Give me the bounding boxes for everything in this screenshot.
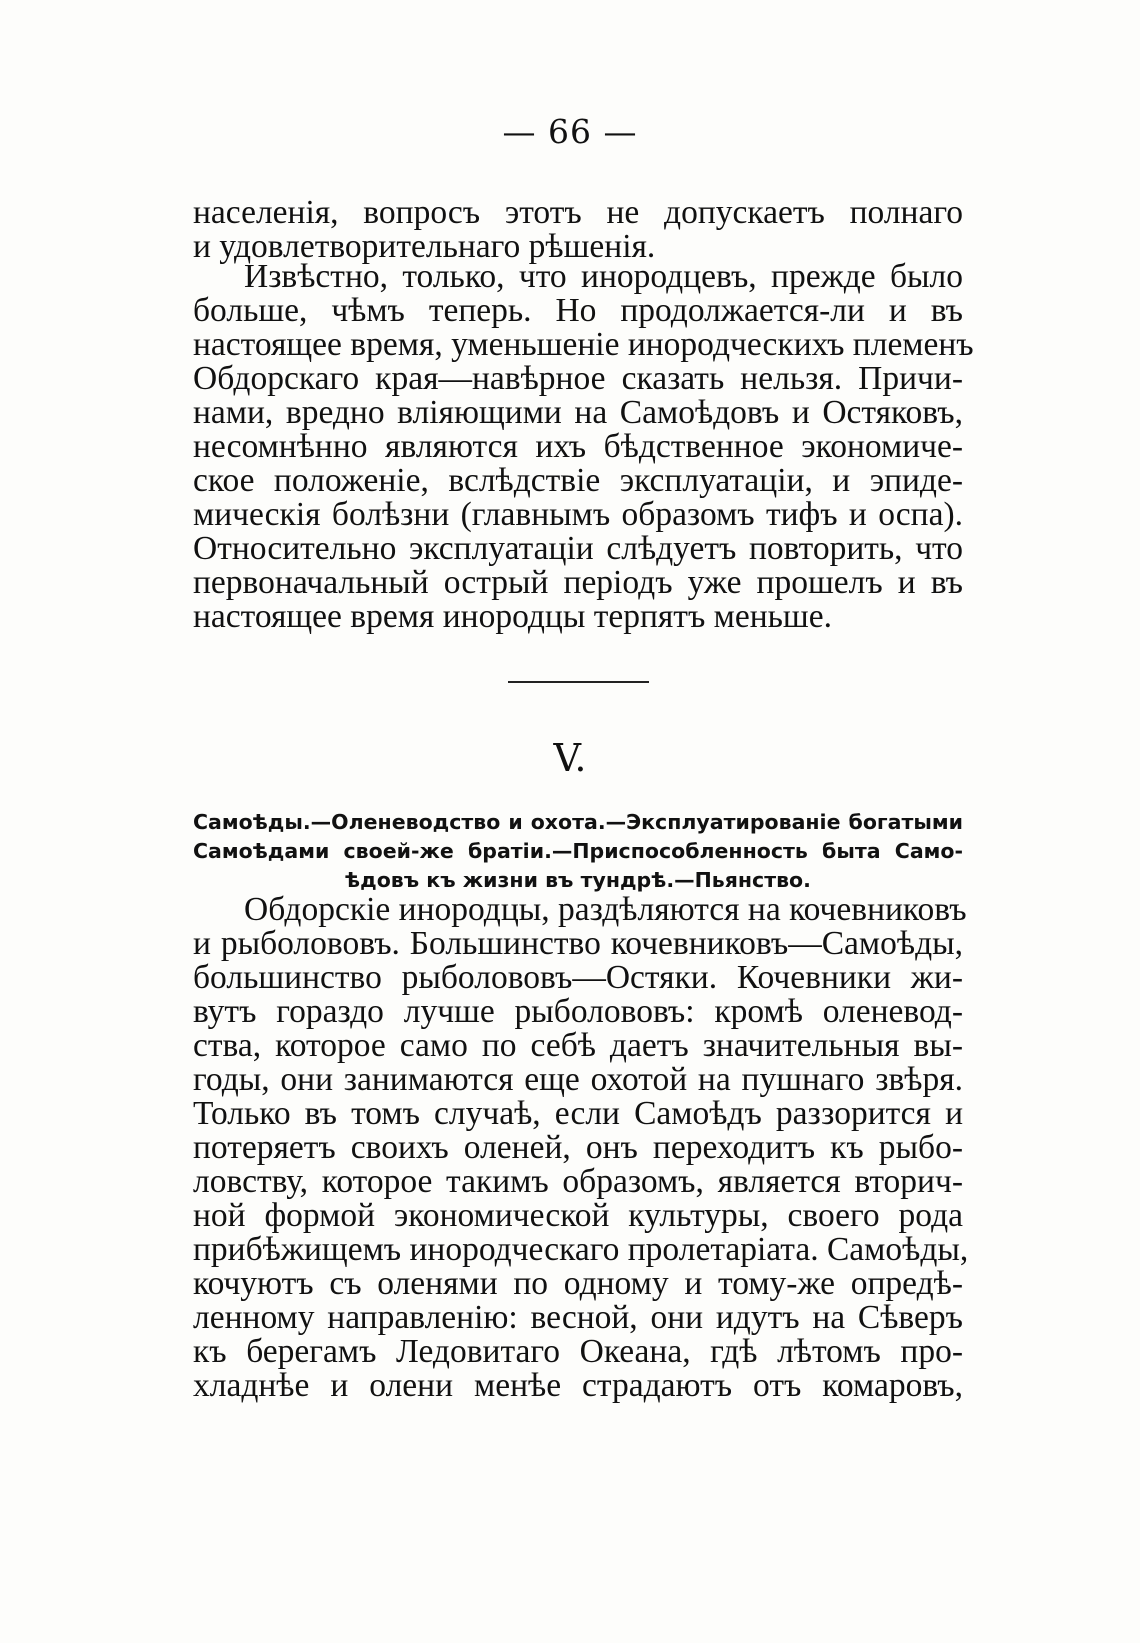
text-line: хладнѣе и олени менѣе страдаютъ отъ комаровъ, [193, 1367, 963, 1404]
page-number: — 66 — [502, 112, 638, 151]
text-line: годы, они занимаются еще охотой на пушнаго звѣря. [193, 1061, 963, 1098]
section-numeral: V. [553, 736, 587, 780]
text-line: нами, вредно вліяющими на Самоѣдовъ и Остяковъ, [193, 394, 963, 431]
text-line: несомнѣнно являются ихъ бѣдственное экономиче- [193, 428, 963, 465]
text-line: мическія болѣзни (главнымъ образомъ тифъ и оспа). [193, 496, 963, 533]
text-line: Относительно эксплуатаціи слѣдуетъ повторить, что [193, 530, 963, 567]
text-line: и рыболововъ. Большинство кочевниковъ—Самоѣды, [193, 925, 963, 962]
text-line: ной формой экономической культуры, своего рода [193, 1197, 963, 1234]
text-line: Обдорскаго края—навѣрное сказать нельзя. Причи- [193, 360, 963, 397]
section-subtitle [193, 808, 963, 895]
text-line: настоящее время инородцы терпятъ меньше. [193, 598, 832, 635]
text-line: большинство рыболововъ—Остяки. Кочевники жи- [193, 959, 963, 996]
text-line: ловству, которое такимъ образомъ, является вторич- [193, 1163, 963, 1200]
text-line: къ берегамъ Ледовитаго Океана, гдѣ лѣтомъ про- [193, 1333, 963, 1370]
text-line: потеряетъ своихъ оленей, онъ переходитъ къ рыбо- [193, 1129, 963, 1166]
text-line: кочуютъ съ оленями по одному и тому-же опредѣ- [193, 1265, 963, 1302]
text-line: Обдорскіе инородцы, раздѣляются на кочевниковъ [244, 891, 967, 928]
section-divider [508, 681, 649, 683]
paragraph [193, 258, 974, 635]
subtitle-line: ѣдовъ къ жизни въ тундрѣ.—Пьянство. [345, 868, 811, 892]
text-line: больше, чѣмъ теперь. Но продолжается-ли и въ [193, 292, 963, 329]
text-line: ское положеніе, вслѣдствіе эксплуатаціи, и эпиде- [193, 462, 963, 499]
text-line: Только въ томъ случаѣ, если Самоѣдъ раззорится и [193, 1095, 963, 1132]
paragraph-continuation [193, 196, 963, 264]
text-line: вутъ гораздо лучше рыболововъ: кромѣ оленевод- [193, 993, 963, 1030]
text-line: и удовлетворительнаго рѣшенія. [193, 228, 656, 265]
text-line: населенія, вопросъ этотъ не допускаетъ полнаго [193, 194, 963, 231]
text-line: первоначальный острый періодъ уже прошелъ и въ [193, 564, 963, 601]
paragraph [193, 891, 969, 1404]
text-line: ленному направленію: весной, они идутъ на Сѣверъ [193, 1299, 963, 1336]
text-line: настоящее время, уменьшеніе инородческихъ племенъ [193, 326, 974, 363]
text-line: Извѣстно, только, что инородцевъ, прежде было [244, 258, 963, 295]
subtitle-line: Самоѣды.—Оленеводство и охота.—Эксплуатированіе богатыми [193, 810, 963, 834]
text-line: прибѣжищемъ инородческаго пролетаріата. Самоѣды, [193, 1231, 969, 1268]
subtitle-line: Самоѣдами своей-же братіи.—Приспособленность быта Само- [193, 839, 963, 863]
text-line: ства, которое само по себѣ даетъ значительныя вы- [193, 1027, 963, 1064]
